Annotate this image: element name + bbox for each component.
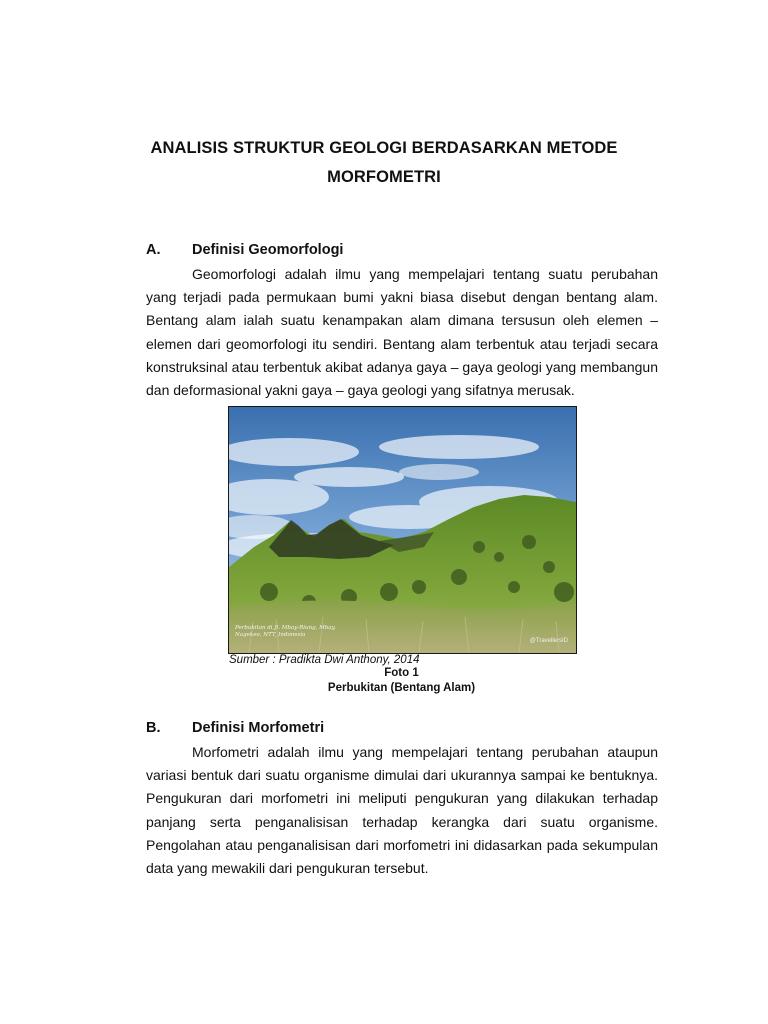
section-b-title: Definisi Morfometri [192, 720, 325, 736]
photo-watermark-credit: @TravellersID [529, 638, 568, 644]
section-b-number: B. [146, 720, 161, 736]
figure-caption-number: Foto 1 [384, 667, 419, 679]
figure-caption-title: Perbukitan (Bentang Alam) [327, 682, 476, 694]
landscape-illustration [229, 407, 576, 653]
section-a-heading [146, 242, 343, 258]
section-b-paragraph: Morfometri adalah ilmu yang mempelajari tentang perubahan ataupun variasi bentuk dari suatu organisme dimulai dari ukurannya sampai ke bentuknya. Pengukuran dari morfometri ini meliputi pengukuran yang dilakukan terhadap panjang serta penganalisisan terhadap kerangka dari suatu organisme. Pengolahan atau penganalisisan dari morfometri ini didasarkan pada sekumpulan data yang mewakili dari pengukuran tersebut. [146, 744, 658, 877]
hill-landscape-photo [228, 406, 577, 654]
photo-watermark-location: Perbukitan di Jl. Mbay-Riung, Mbay, Nagekeo, NTT, Indonesia [235, 625, 336, 638]
title-line-1: ANALISIS STRUKTUR GEOLOGI BERDASARKAN METODE [150, 139, 618, 157]
document-title [120, 134, 648, 192]
section-a-number: A. [146, 242, 161, 258]
section-b-heading [146, 720, 324, 736]
section-a-title: Definisi Geomorfologi [192, 242, 344, 258]
title-line-2: MORFOMETRI [327, 168, 441, 186]
section-a-paragraph: Geomorfologi adalah ilmu yang mempelajari tentang suatu perubahan yang terjadi pada permukaan bumi yakni biasa disebut dengan bentang alam. Bentang alam ialah suatu kenampakan alam dimana tersusun oleh elemen – elemen dari geomorfologi itu sendiri. Bentang alam terbentuk atau terjadi secara konstruksinal atau terbentuk akibat adanya gaya – gaya geologi yang membangun dan deformasional yakni gaya – gaya geologi yang sifatnya merusak. [146, 266, 658, 399]
figure-source: Sumber : Pradikta Dwi Anthony, 2014 [229, 654, 420, 666]
